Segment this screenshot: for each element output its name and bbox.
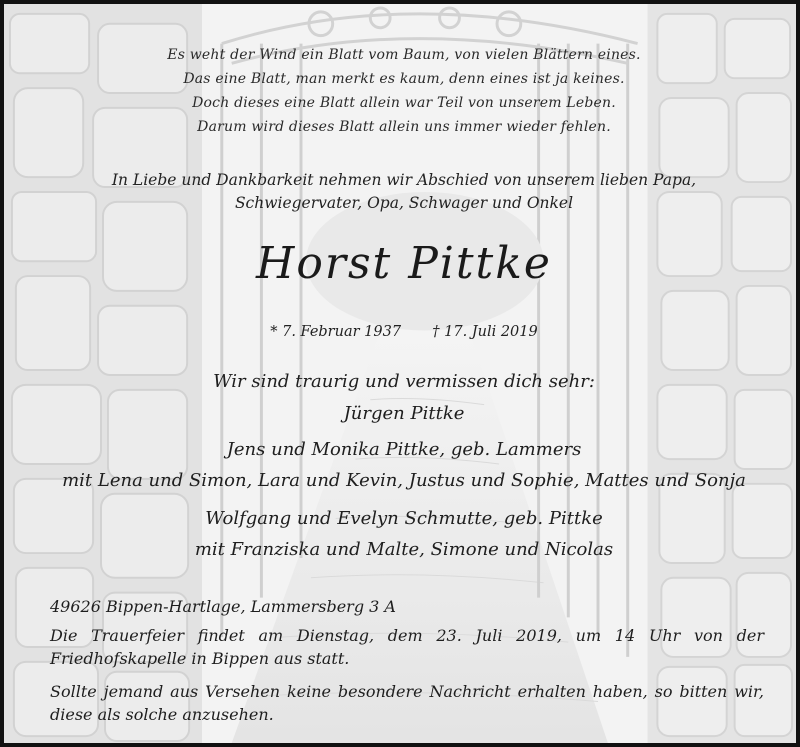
mourner-line-1: Jürgen Pittke: [343, 403, 465, 424]
poem-line-2: Das eine Blatt, man merkt es kaum, denn eines ist ja keines.: [183, 71, 625, 87]
deceased-name: Horst Pittke: [256, 238, 552, 289]
obituary-text: [4, 4, 796, 743]
mourner-line-5: mit Franziska und Malte, Simone und Nicolas: [194, 539, 614, 560]
intro-line-2: Schwiegervater, Opa, Schwager und Onkel: [234, 194, 574, 212]
intro-line-1: In Liebe und Dankbarkeit nehmen wir Abschied von unserem lieben Papa,: [111, 171, 697, 189]
mourners-heading: Wir sind traurig und vermissen dich sehr:: [213, 371, 595, 392]
poem-line-3: Doch dieses eine Blatt allein war Teil von unserem Leben.: [192, 95, 616, 111]
birth-date: * 7. Februar 1937: [270, 324, 402, 340]
mourner-line-2: Jens und Monika Pittke, geb. Lammers: [226, 439, 582, 460]
no-notification-notice: Sollte jemand aus Versehen keine besondere Nachricht erhalten haben, so bitten wir, diese als solche anzusehen.: [50, 682, 764, 724]
mourner-line-4: Wolfgang und Evelyn Schmutte, geb. Pittke: [205, 508, 603, 529]
address: 49626 Bippen-Hartlage, Lammersberg 3 A: [50, 597, 396, 616]
poem-line-1: Es weht der Wind ein Blatt vom Baum, von vielen Blättern eines.: [167, 47, 641, 63]
death-date: † 17. Juli 2019: [432, 324, 538, 340]
poem-line-4: Darum wird dieses Blatt allein uns immer wieder fehlen.: [197, 119, 611, 135]
mourner-line-3: mit Lena und Simon, Lara und Kevin, Justus und Sophie, Mattes und Sonja: [62, 470, 746, 491]
ceremony-notice: Die Trauerfeier findet am Dienstag, dem 23. Juli 2019, um 14 Uhr von der Friedhofskapelle in Bippen aus statt.: [50, 626, 764, 668]
life-dates: [4, 324, 800, 340]
